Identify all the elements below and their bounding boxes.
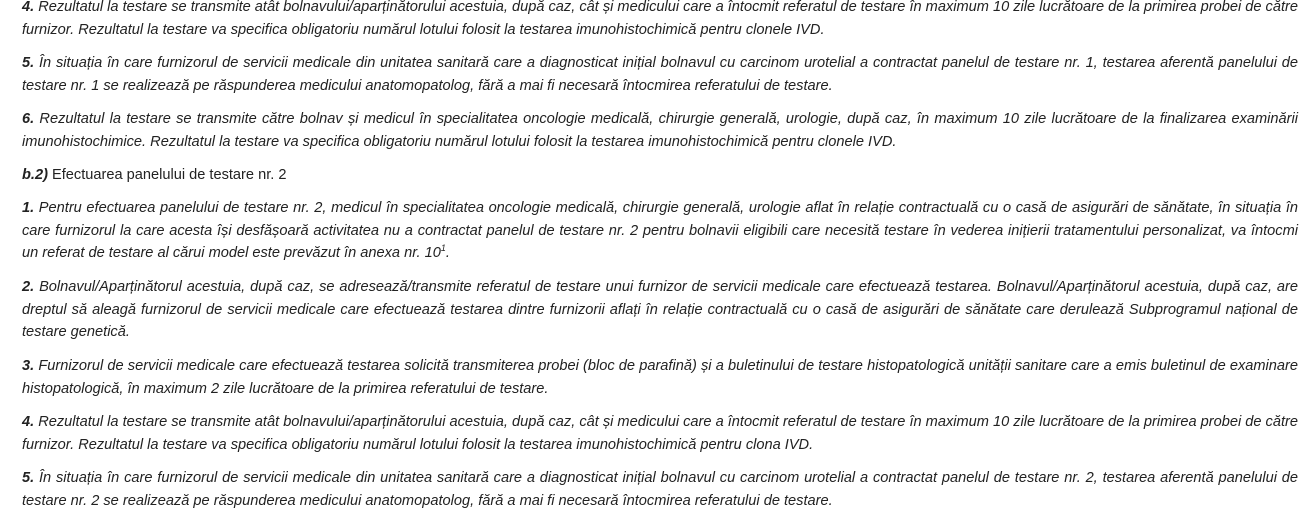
paragraph-text: Rezultatul la testare se transmite atât bolnavului/aparținătorului acestuia, după caz, cât și medicului care a întocmit referatul de testare în maximum 10 zile lucrătoare de la primirea probei de către furnizor. Rezultatul la testare va specifica obligatoriu numărul lotului folosit la testarea imunohistochimică pentru clona IVD. [22, 414, 1298, 453]
paragraph-b2-1 [22, 197, 1298, 265]
paragraph-text: Rezultatul la testare se transmite către bolnav și medicul în specialitatea oncologie medicală, chirurgie generală, urologie, după caz, în maximum 10 zile lucrătoare de la finalizarea examinării imunohistochimice. Rezultatul la testare va specifica obligatoriu numărul lotului folosit la testarea imunohistochimică pentru clonele IVD. [22, 111, 1298, 150]
paragraph-text: Bolnavul/Aparținătorul acestuia, după caz, se adresează/transmite referatul de testare unui furnizor de servicii medicale care efectuează testarea. Bolnavul/Aparținătorul acestuia, după caz, are dreptul să aleagă furnizorul de servicii medicale care efectuează testarea dintre furnizorii aflați în relație contractuală cu o casă de asigurări de sănătate care derulează Subprogramul național de testare genetică. [22, 279, 1298, 340]
annex-superscript: 1 [440, 243, 446, 254]
item-number: 5. [22, 55, 35, 71]
paragraph-tail: . [445, 245, 450, 261]
item-number: 4. [22, 414, 35, 430]
section-heading-b2 [22, 164, 1298, 187]
paragraph-text: Pentru efectuarea panelului de testare nr. 2, medicul în specialitatea oncologie medicală, chirurgie generală, urologie aflat în relație contractuală cu o casă de asigurări de sănătate, în situația în care furnizorul la care acesta își desfășoară activitatea nu a contractat panelul de testare nr. 2 pentru bolnavii eligibili care necesită testare în vederea inițierii tratamentului personalizat, va întocmi un referat de testare al cărui model este prevăzut în anexa nr. 10 [22, 200, 1298, 261]
paragraph-b2-5 [22, 467, 1298, 512]
paragraph-text: În situația în care furnizorul de servicii medicale din unitatea sanitară care a diagnosticat inițial bolnavul cu carcinom urotelial a contractat panelul de testare nr. 2, testarea aferentă panelului de testare nr. 2 se realizează pe răspunderea medicului anatomopatolog, fără a mai fi necesară întocmirea referatului de testare. [22, 470, 1298, 509]
item-number: 5. [22, 470, 35, 486]
item-number: 1. [22, 200, 35, 216]
paragraph-a-5 [22, 52, 1298, 97]
paragraph-text: În situația în care furnizorul de servicii medicale din unitatea sanitară care a diagnosticat inițial bolnavul cu carcinom urotelial a contractat panelul de testare nr. 1, testarea aferentă panelului de testare nr. 1 se realizează pe răspunderea medicului anatomopatolog, fără a mai fi necesară întocmirea referatului de testare. [22, 55, 1298, 94]
section-title: Efectuarea panelului de testare nr. 2 [47, 167, 287, 183]
paragraph-a-4 [22, 0, 1298, 41]
paragraph-b2-3 [22, 355, 1298, 400]
paragraph-b2-2 [22, 276, 1298, 344]
item-number: 3. [22, 358, 35, 374]
paragraph-text: Rezultatul la testare se transmite atât bolnavului/aparținătorului acestuia, după caz, cât și medicului care a întocmit referatul de testare în maximum 10 zile lucrătoare de la primirea probei de către furnizor. Rezultatul la testare va specifica obligatoriu numărul lotului folosit la testarea imunohistochimică pentru clonele IVD. [22, 0, 1298, 38]
paragraph-b2-4 [22, 411, 1298, 456]
paragraph-text: Furnizorul de servicii medicale care efectuează testarea solicită transmiterea probei (bloc de parafină) și a buletinului de testare histopatologică unității sanitare care a emis buletinul de examinare histopatologică, în maximum 2 zile lucrătoare de la primirea referatului de testare. [22, 358, 1298, 397]
item-number: 4. [22, 0, 35, 15]
paragraph-a-6 [22, 108, 1298, 153]
section-number: b.2) [22, 167, 48, 183]
item-number: 6. [22, 111, 35, 127]
item-number: 2. [22, 279, 35, 295]
